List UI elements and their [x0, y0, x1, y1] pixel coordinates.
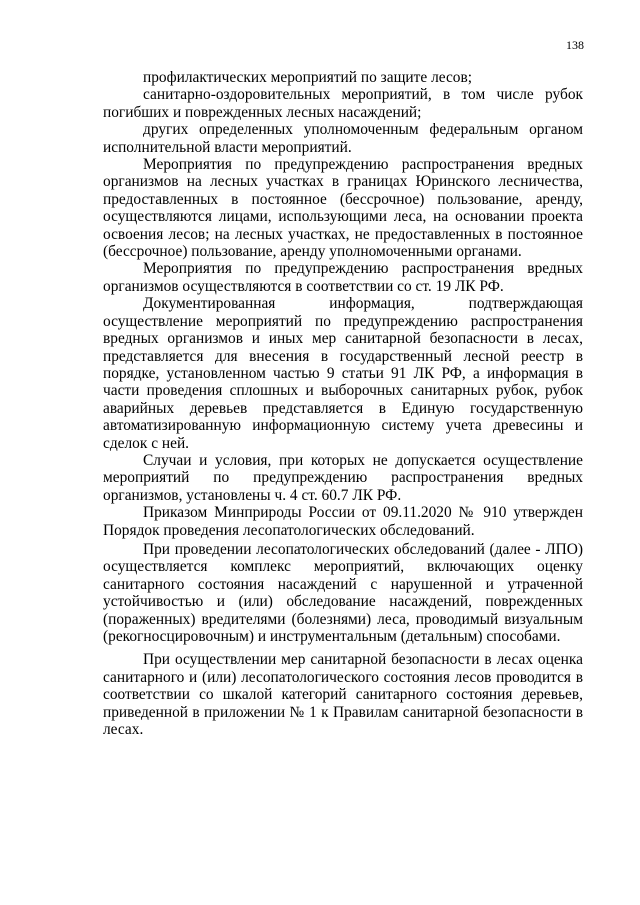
paragraph: санитарно-оздоровительных мероприятий, в том числе рубок погибших и поврежденных лесных насаждений;: [103, 86, 583, 121]
paragraph: Мероприятия по предупреждению распространения вредных организмов на лесных участках в границах Юринского лесничества, предоставленных в постоянное (бессрочное) пользование, аренду, осуществляются лицами, использующими леса, на основании проекта освоения лесов; на лесных участках, не предоставленных в постоянное (бессрочное) пользование, аренду уполномоченными органами.: [103, 156, 583, 261]
paragraph: При проведении лесопатологических обследований (далее - ЛПО) осуществляется комплекс мероприятий, включающих оценку санитарного состояния насаждений с нарушенной и утраченной устойчивостью и (или) обследование насаждений, поврежденных (пораженных) вредителями (болезнями) леса, проводимый визуальным (рекогносцировочным) и инструментальным (детальным) способами.: [103, 540, 583, 645]
document-body: [103, 69, 583, 738]
page-number: 138: [566, 38, 584, 52]
paragraph: Приказом Минприроды России от 09.11.2020 № 910 утвержден Порядок проведения лесопатологических обследований.: [103, 504, 583, 539]
paragraph: Мероприятия по предупреждению распространения вредных организмов осуществляются в соответствии со ст. 19 ЛК РФ.: [103, 260, 583, 295]
paragraph: При осуществлении мер санитарной безопасности в лесах оценка санитарного и (или) лесопатологического состояния лесов проводится в соответствии со шкалой категорий санитарного состояния деревьев, приведенной в приложении № 1 к Правилам санитарной безопасности в лесах.: [103, 651, 583, 739]
paragraph: Случаи и условия, при которых не допускается осуществление мероприятий по предупреждению распространения вредных организмов, установлены ч. 4 ст. 60.7 ЛК РФ.: [103, 451, 583, 504]
paragraph: других определенных уполномоченным федеральным органом исполнительной власти мероприятий.: [103, 121, 583, 156]
paragraph: Документированная информация, подтверждающая осуществление мероприятий по предупреждению распространения вредных организмов и иных мер санитарной безопасности в лесах, представляется для внесения в государственный лесной реестр в порядке, установленном частью 9 статьи 91 ЛК РФ, а информация в части проведения сплошных и выборочных санитарных рубок, рубок аварийных деревьев представляется в Единую государственную автоматизированную информационную систему учета древесины и сделок с ней.: [103, 295, 583, 452]
paragraph: профилактических мероприятий по защите лесов;: [143, 69, 473, 86]
